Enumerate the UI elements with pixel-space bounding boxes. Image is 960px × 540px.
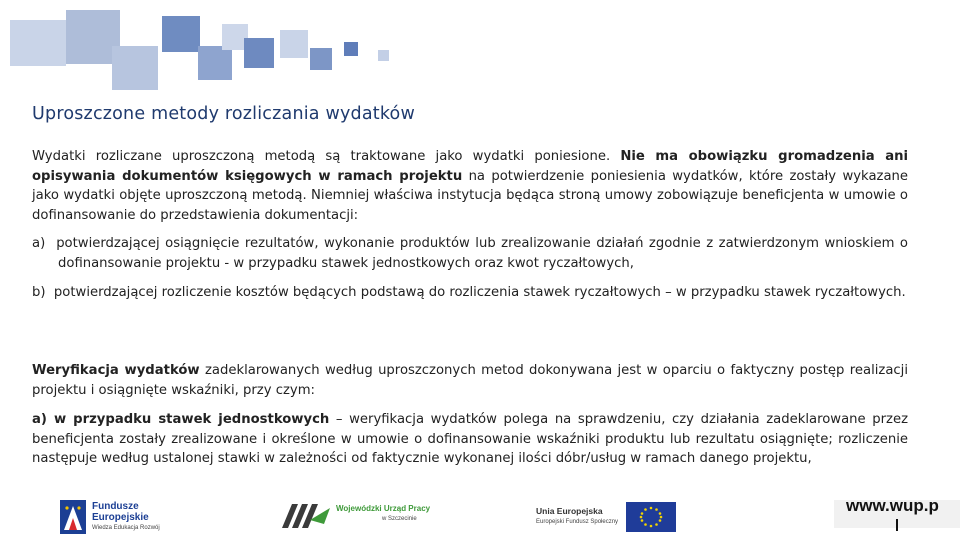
decor-square — [310, 48, 332, 70]
list-item-text: potwierdzającej rozliczenie kosztów będących podstawą do rozliczenia stawek ryczałtowych – w przypadku stawek ryczałtowych. — [53, 285, 906, 300]
decor-square — [10, 20, 66, 66]
verification-text: zadeklarowanych według uproszczonych metod dokonywana jest w oparciu o faktyczny postęp realizacji projektu i osiągnięte wskaźniki, przy czym: — [32, 363, 908, 398]
eu-line2: Europejski Fundusz Społeczny — [536, 519, 619, 525]
decor-square — [244, 38, 274, 68]
decor-square — [344, 42, 358, 56]
page-title: Uproszczone metody rozliczania wydatków — [32, 104, 415, 124]
website-link[interactable]: www.wup.p — [846, 496, 939, 515]
list-item-text: potwierdzającej osiągnięcie rezultatów, wykonanie produktów lub zrealizowanie działań zgodnie z zatwierdzonym wnioskiem o dofinansowanie projektu - w przypadku stawek jednostkowych oraz kwot ryczałtowych, — [56, 236, 908, 271]
intro-text-1: Wydatki rozliczane uproszczoną metodą są traktowane jako wydatki poniesione. — [32, 149, 621, 164]
intro-text-2: na potwierdzenie poniesienia wydatków, które zostały wykazane jako wydatki objęte uproszczoną metodą. Niemniej właściwa instytucja będąca stroną umowy zobowiązuje beneficjenta w umowie o dofinansowanie do przedstawienia dokumentacji: — [32, 168, 908, 223]
decor-square — [198, 46, 232, 80]
fe-line1: Fundusze — [92, 500, 139, 512]
eu-line1: Unia Europejska — [536, 506, 603, 516]
fe-emblem-icon — [60, 500, 86, 534]
wup-logo — [280, 498, 430, 530]
list-item-b — [32, 283, 908, 303]
point-a-paragraph — [32, 410, 908, 469]
list-marker: a) — [32, 236, 46, 251]
intro-paragraph — [32, 147, 908, 225]
decor-square — [378, 50, 389, 61]
verification-paragraph — [32, 361, 908, 400]
list-item-a — [32, 234, 908, 273]
point-a-bold: a) w przypadku stawek jednostkowych — [32, 412, 330, 427]
point-a-text: – weryfikacja wydatków polega na sprawdzeniu, czy działania zadeklarowane przez beneficjenta zostały zrealizowane i określone w umowie o dofinansowanie wskaźniki produktu lub rezultatu osiągnięte; rozliczenie następuje według ustalonej stawki w zależności od faktycznie wykonanej ilości dóbr/usług w ramach danego projektu, — [32, 412, 908, 466]
decor-square — [162, 16, 200, 52]
footer — [0, 492, 960, 540]
decor-square — [112, 46, 158, 90]
wup-name: Wojewódzki Urząd Pracy — [336, 504, 431, 513]
fundusze-europejskie-logo — [60, 500, 160, 534]
list-marker: b) — [32, 285, 46, 300]
intro-bold-text: Nie ma obowiązku gromadzenia ani opisywania dokumentów księgowych w ramach projektu — [32, 149, 908, 184]
decor-square — [280, 30, 308, 58]
fe-line2: Europejskie — [92, 511, 149, 523]
wup-city: w Szczecinie — [382, 516, 417, 522]
wup-emblem-icon — [280, 498, 332, 530]
eu-flag-icon — [626, 502, 676, 532]
url-tail-mark — [896, 519, 898, 531]
verification-bold: Weryfikacja wydatków — [32, 363, 200, 378]
eu-logo — [536, 502, 676, 532]
fe-line3: Wiedza Edukacja Rozwój — [92, 524, 160, 531]
